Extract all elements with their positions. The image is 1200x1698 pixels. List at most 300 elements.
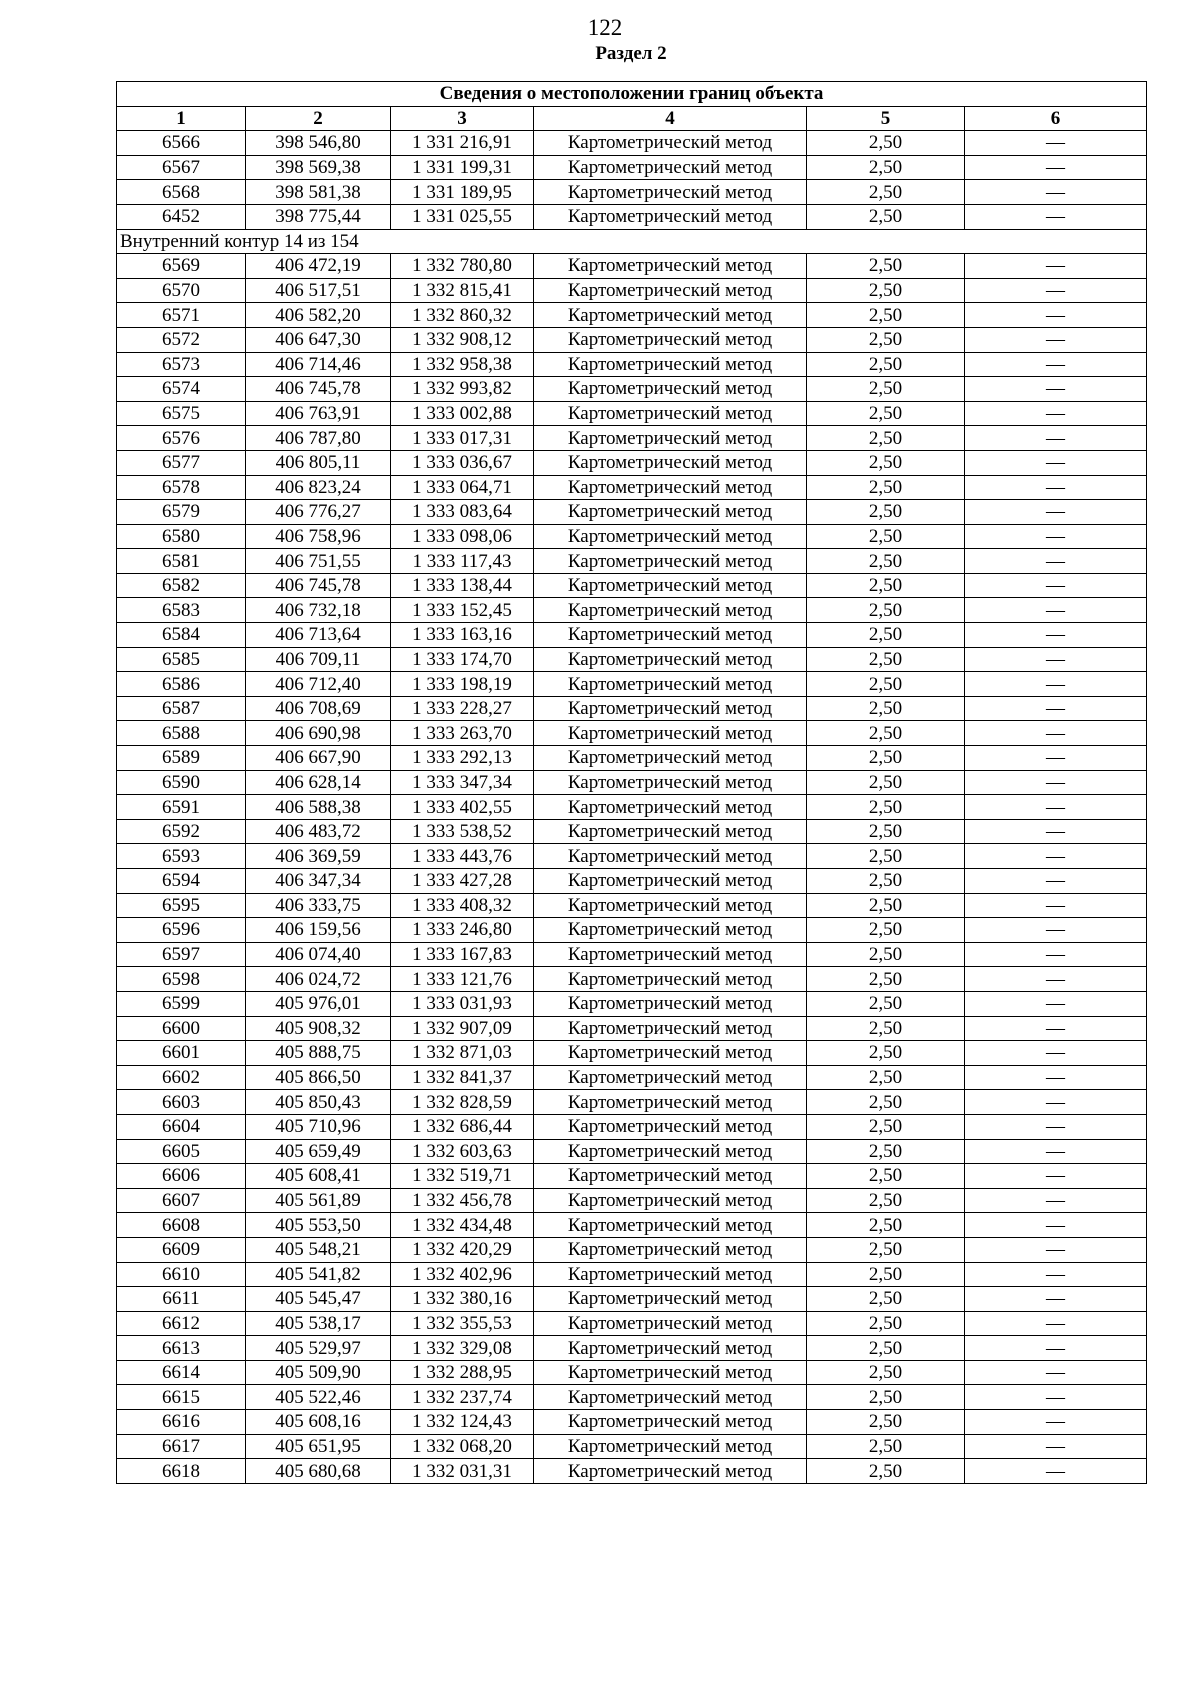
x-coordinate-cell: 406 588,38	[246, 795, 391, 820]
description-cell: —	[965, 254, 1147, 279]
table-row	[117, 1360, 1147, 1385]
method-cell: Картометрический метод	[534, 500, 807, 525]
point-number-cell: 6578	[117, 475, 246, 500]
x-coordinate-cell: 405 680,68	[246, 1459, 391, 1484]
point-number-cell: 6588	[117, 721, 246, 746]
accuracy-cell: 2,50	[807, 1360, 965, 1385]
y-coordinate-cell: 1 332 068,20	[391, 1434, 534, 1459]
description-cell: —	[965, 1065, 1147, 1090]
x-coordinate-cell: 406 712,40	[246, 672, 391, 697]
y-coordinate-cell: 1 333 117,43	[391, 549, 534, 574]
x-coordinate-cell: 405 541,82	[246, 1262, 391, 1287]
accuracy-cell: 2,50	[807, 844, 965, 869]
description-cell: —	[965, 549, 1147, 574]
description-cell: —	[965, 450, 1147, 475]
x-coordinate-cell: 406 074,40	[246, 942, 391, 967]
accuracy-cell: 2,50	[807, 401, 965, 426]
accuracy-cell: 2,50	[807, 819, 965, 844]
y-coordinate-cell: 1 331 189,95	[391, 180, 534, 205]
method-cell: Картометрический метод	[534, 1287, 807, 1312]
accuracy-cell: 2,50	[807, 303, 965, 328]
accuracy-cell: 2,50	[807, 942, 965, 967]
method-cell: Картометрический метод	[534, 942, 807, 967]
x-coordinate-cell: 406 751,55	[246, 549, 391, 574]
accuracy-cell: 2,50	[807, 1114, 965, 1139]
description-cell: —	[965, 967, 1147, 992]
point-number-cell: 6597	[117, 942, 246, 967]
accuracy-cell: 2,50	[807, 377, 965, 402]
point-number-cell: 6587	[117, 696, 246, 721]
accuracy-cell: 2,50	[807, 598, 965, 623]
y-coordinate-cell: 1 333 174,70	[391, 647, 534, 672]
x-coordinate-cell: 398 546,80	[246, 131, 391, 156]
table-row	[117, 1041, 1147, 1066]
column-number-row	[117, 106, 1147, 131]
point-number-cell: 6570	[117, 278, 246, 303]
description-cell: —	[965, 1262, 1147, 1287]
description-cell: —	[965, 180, 1147, 205]
column-number: 2	[246, 106, 391, 131]
description-cell: —	[965, 721, 1147, 746]
x-coordinate-cell: 405 608,41	[246, 1164, 391, 1189]
y-coordinate-cell: 1 333 083,64	[391, 500, 534, 525]
y-coordinate-cell: 1 332 860,32	[391, 303, 534, 328]
x-coordinate-cell: 406 647,30	[246, 327, 391, 352]
description-cell: —	[965, 155, 1147, 180]
y-coordinate-cell: 1 333 031,93	[391, 991, 534, 1016]
method-cell: Картометрический метод	[534, 598, 807, 623]
description-cell: —	[965, 1336, 1147, 1361]
accuracy-cell: 2,50	[807, 721, 965, 746]
y-coordinate-cell: 1 333 167,83	[391, 942, 534, 967]
point-number-cell: 6593	[117, 844, 246, 869]
description-cell: —	[965, 1041, 1147, 1066]
x-coordinate-cell: 405 522,46	[246, 1385, 391, 1410]
accuracy-cell: 2,50	[807, 893, 965, 918]
accuracy-cell: 2,50	[807, 1016, 965, 1041]
accuracy-cell: 2,50	[807, 1287, 965, 1312]
point-number-cell: 6607	[117, 1188, 246, 1213]
table-row	[117, 893, 1147, 918]
method-cell: Картометрический метод	[534, 303, 807, 328]
point-number-cell: 6594	[117, 869, 246, 894]
description-cell: —	[965, 1213, 1147, 1238]
method-cell: Картометрический метод	[534, 155, 807, 180]
description-cell: —	[965, 672, 1147, 697]
x-coordinate-cell: 405 529,97	[246, 1336, 391, 1361]
x-coordinate-cell: 406 823,24	[246, 475, 391, 500]
accuracy-cell: 2,50	[807, 1065, 965, 1090]
method-cell: Картометрический метод	[534, 426, 807, 451]
table-row	[117, 1164, 1147, 1189]
point-number-cell: 6612	[117, 1311, 246, 1336]
accuracy-cell: 2,50	[807, 746, 965, 771]
table-row	[117, 942, 1147, 967]
method-cell: Картометрический метод	[534, 746, 807, 771]
table-row	[117, 844, 1147, 869]
y-coordinate-cell: 1 332 908,12	[391, 327, 534, 352]
column-number: 6	[965, 106, 1147, 131]
method-cell: Картометрический метод	[534, 647, 807, 672]
table-row	[117, 795, 1147, 820]
accuracy-cell: 2,50	[807, 967, 965, 992]
point-number-cell: 6581	[117, 549, 246, 574]
description-cell: —	[965, 770, 1147, 795]
description-cell: —	[965, 1164, 1147, 1189]
accuracy-cell: 2,50	[807, 623, 965, 648]
table-row	[117, 1434, 1147, 1459]
method-cell: Картометрический метод	[534, 450, 807, 475]
method-cell: Картометрический метод	[534, 549, 807, 574]
x-coordinate-cell: 405 538,17	[246, 1311, 391, 1336]
x-coordinate-cell: 406 628,14	[246, 770, 391, 795]
x-coordinate-cell: 405 908,32	[246, 1016, 391, 1041]
point-number-cell: 6609	[117, 1237, 246, 1262]
description-cell: —	[965, 893, 1147, 918]
point-number-cell: 6614	[117, 1360, 246, 1385]
y-coordinate-cell: 1 332 841,37	[391, 1065, 534, 1090]
point-number-cell: 6595	[117, 893, 246, 918]
description-cell: —	[965, 377, 1147, 402]
description-cell: —	[965, 918, 1147, 943]
description-cell: —	[965, 1459, 1147, 1484]
description-cell: —	[965, 746, 1147, 771]
accuracy-cell: 2,50	[807, 549, 965, 574]
table-row	[117, 131, 1147, 156]
point-number-cell: 6575	[117, 401, 246, 426]
y-coordinate-cell: 1 333 002,88	[391, 401, 534, 426]
y-coordinate-cell: 1 333 163,16	[391, 623, 534, 648]
table-row	[117, 746, 1147, 771]
description-cell: —	[965, 1360, 1147, 1385]
description-cell: —	[965, 844, 1147, 869]
y-coordinate-cell: 1 333 538,52	[391, 819, 534, 844]
rows-after-contour	[117, 254, 1147, 1484]
method-cell: Картометрический метод	[534, 623, 807, 648]
point-number-cell: 6606	[117, 1164, 246, 1189]
description-cell: —	[965, 623, 1147, 648]
y-coordinate-cell: 1 332 958,38	[391, 352, 534, 377]
y-coordinate-cell: 1 332 519,71	[391, 1164, 534, 1189]
point-number-cell: 6613	[117, 1336, 246, 1361]
method-cell: Картометрический метод	[534, 795, 807, 820]
method-cell: Картометрический метод	[534, 131, 807, 156]
x-coordinate-cell: 406 745,78	[246, 573, 391, 598]
point-number-cell: 6572	[117, 327, 246, 352]
y-coordinate-cell: 1 332 402,96	[391, 1262, 534, 1287]
accuracy-cell: 2,50	[807, 573, 965, 598]
accuracy-cell: 2,50	[807, 278, 965, 303]
point-number-cell: 6577	[117, 450, 246, 475]
table-row	[117, 819, 1147, 844]
y-coordinate-cell: 1 331 025,55	[391, 204, 534, 229]
method-cell: Картометрический метод	[534, 1114, 807, 1139]
x-coordinate-cell: 406 709,11	[246, 647, 391, 672]
accuracy-cell: 2,50	[807, 1188, 965, 1213]
point-number-cell: 6615	[117, 1385, 246, 1410]
table-row	[117, 1139, 1147, 1164]
table-row	[117, 524, 1147, 549]
point-number-cell: 6603	[117, 1090, 246, 1115]
accuracy-cell: 2,50	[807, 180, 965, 205]
table-row	[117, 352, 1147, 377]
y-coordinate-cell: 1 332 780,80	[391, 254, 534, 279]
description-cell: —	[965, 1237, 1147, 1262]
method-cell: Картометрический метод	[534, 204, 807, 229]
point-number-cell: 6610	[117, 1262, 246, 1287]
accuracy-cell: 2,50	[807, 131, 965, 156]
accuracy-cell: 2,50	[807, 475, 965, 500]
y-coordinate-cell: 1 333 198,19	[391, 672, 534, 697]
table-row	[117, 1311, 1147, 1336]
point-number-cell: 6584	[117, 623, 246, 648]
point-number-cell: 6611	[117, 1287, 246, 1312]
method-cell: Картометрический метод	[534, 1262, 807, 1287]
point-number-cell: 6573	[117, 352, 246, 377]
description-cell: —	[965, 1016, 1147, 1041]
method-cell: Картометрический метод	[534, 1434, 807, 1459]
accuracy-cell: 2,50	[807, 500, 965, 525]
x-coordinate-cell: 406 517,51	[246, 278, 391, 303]
accuracy-cell: 2,50	[807, 1090, 965, 1115]
method-cell: Картометрический метод	[534, 573, 807, 598]
point-number-cell: 6604	[117, 1114, 246, 1139]
table-row	[117, 1090, 1147, 1115]
description-cell: —	[965, 204, 1147, 229]
table-caption: Сведения о местоположении границ объекта	[117, 82, 1147, 107]
description-cell: —	[965, 696, 1147, 721]
y-coordinate-cell: 1 333 408,32	[391, 893, 534, 918]
accuracy-cell: 2,50	[807, 1459, 965, 1484]
column-number: 3	[391, 106, 534, 131]
y-coordinate-cell: 1 332 686,44	[391, 1114, 534, 1139]
description-cell: —	[965, 1311, 1147, 1336]
table-row	[117, 155, 1147, 180]
table-row	[117, 623, 1147, 648]
method-cell: Картометрический метод	[534, 1041, 807, 1066]
x-coordinate-cell: 406 745,78	[246, 377, 391, 402]
x-coordinate-cell: 406 713,64	[246, 623, 391, 648]
method-cell: Картометрический метод	[534, 1188, 807, 1213]
accuracy-cell: 2,50	[807, 1410, 965, 1435]
method-cell: Картометрический метод	[534, 1459, 807, 1484]
y-coordinate-cell: 1 332 329,08	[391, 1336, 534, 1361]
description-cell: —	[965, 942, 1147, 967]
y-coordinate-cell: 1 333 427,28	[391, 869, 534, 894]
x-coordinate-cell: 406 732,18	[246, 598, 391, 623]
table-row	[117, 450, 1147, 475]
point-number-cell: 6567	[117, 155, 246, 180]
description-cell: —	[965, 303, 1147, 328]
x-coordinate-cell: 406 776,27	[246, 500, 391, 525]
method-cell: Картометрический метод	[534, 1410, 807, 1435]
method-cell: Картометрический метод	[534, 844, 807, 869]
table-row	[117, 1114, 1147, 1139]
point-number-cell: 6596	[117, 918, 246, 943]
table-row	[117, 303, 1147, 328]
y-coordinate-cell: 1 333 017,31	[391, 426, 534, 451]
page-number: 122	[587, 15, 623, 40]
table-row	[117, 254, 1147, 279]
y-coordinate-cell: 1 332 420,29	[391, 1237, 534, 1262]
method-cell: Картометрический метод	[534, 869, 807, 894]
method-cell: Картометрический метод	[534, 475, 807, 500]
table-row	[117, 500, 1147, 525]
y-coordinate-cell: 1 333 121,76	[391, 967, 534, 992]
y-coordinate-cell: 1 332 380,16	[391, 1287, 534, 1312]
accuracy-cell: 2,50	[807, 327, 965, 352]
point-number-cell: 6608	[117, 1213, 246, 1238]
description-cell: —	[965, 1434, 1147, 1459]
point-number-cell: 6601	[117, 1041, 246, 1066]
point-number-cell: 6598	[117, 967, 246, 992]
section-title: Раздел 2	[595, 43, 667, 64]
point-number-cell: 6574	[117, 377, 246, 402]
y-coordinate-cell: 1 331 199,31	[391, 155, 534, 180]
accuracy-cell: 2,50	[807, 1164, 965, 1189]
table-row	[117, 475, 1147, 500]
y-coordinate-cell: 1 332 031,31	[391, 1459, 534, 1484]
y-coordinate-cell: 1 333 228,27	[391, 696, 534, 721]
x-coordinate-cell: 406 347,34	[246, 869, 391, 894]
point-number-cell: 6579	[117, 500, 246, 525]
method-cell: Картометрический метод	[534, 1311, 807, 1336]
accuracy-cell: 2,50	[807, 1385, 965, 1410]
method-cell: Картометрический метод	[534, 991, 807, 1016]
x-coordinate-cell: 406 708,69	[246, 696, 391, 721]
y-coordinate-cell: 1 333 263,70	[391, 721, 534, 746]
table-row	[117, 1262, 1147, 1287]
accuracy-cell: 2,50	[807, 770, 965, 795]
table-row	[117, 1213, 1147, 1238]
description-cell: —	[965, 278, 1147, 303]
accuracy-cell: 2,50	[807, 204, 965, 229]
method-cell: Картометрический метод	[534, 278, 807, 303]
x-coordinate-cell: 398 569,38	[246, 155, 391, 180]
accuracy-cell: 2,50	[807, 1139, 965, 1164]
point-number-cell: 6566	[117, 131, 246, 156]
x-coordinate-cell: 405 548,21	[246, 1237, 391, 1262]
accuracy-cell: 2,50	[807, 1434, 965, 1459]
table-row	[117, 967, 1147, 992]
y-coordinate-cell: 1 333 152,45	[391, 598, 534, 623]
point-number-cell: 6618	[117, 1459, 246, 1484]
column-number: 4	[534, 106, 807, 131]
x-coordinate-cell: 405 976,01	[246, 991, 391, 1016]
point-number-cell: 6585	[117, 647, 246, 672]
description-cell: —	[965, 1090, 1147, 1115]
method-cell: Картометрический метод	[534, 1385, 807, 1410]
y-coordinate-cell: 1 332 288,95	[391, 1360, 534, 1385]
accuracy-cell: 2,50	[807, 696, 965, 721]
table-row	[117, 426, 1147, 451]
x-coordinate-cell: 405 553,50	[246, 1213, 391, 1238]
accuracy-cell: 2,50	[807, 991, 965, 1016]
point-number-cell: 6600	[117, 1016, 246, 1041]
table-row	[117, 204, 1147, 229]
description-cell: —	[965, 475, 1147, 500]
description-cell: —	[965, 327, 1147, 352]
y-coordinate-cell: 1 333 064,71	[391, 475, 534, 500]
table-row	[117, 1287, 1147, 1312]
accuracy-cell: 2,50	[807, 1237, 965, 1262]
method-cell: Картометрический метод	[534, 1360, 807, 1385]
y-coordinate-cell: 1 332 993,82	[391, 377, 534, 402]
table-row	[117, 991, 1147, 1016]
y-coordinate-cell: 1 333 138,44	[391, 573, 534, 598]
y-coordinate-cell: 1 333 292,13	[391, 746, 534, 771]
description-cell: —	[965, 573, 1147, 598]
y-coordinate-cell: 1 333 098,06	[391, 524, 534, 549]
table-row	[117, 377, 1147, 402]
description-cell: —	[965, 131, 1147, 156]
y-coordinate-cell: 1 331 216,91	[391, 131, 534, 156]
table-row	[117, 1065, 1147, 1090]
x-coordinate-cell: 398 775,44	[246, 204, 391, 229]
method-cell: Картометрический метод	[534, 1336, 807, 1361]
accuracy-cell: 2,50	[807, 155, 965, 180]
y-coordinate-cell: 1 332 237,74	[391, 1385, 534, 1410]
accuracy-cell: 2,50	[807, 869, 965, 894]
method-cell: Картометрический метод	[534, 401, 807, 426]
point-number-cell: 6589	[117, 746, 246, 771]
method-cell: Картометрический метод	[534, 893, 807, 918]
x-coordinate-cell: 406 333,75	[246, 893, 391, 918]
y-coordinate-cell: 1 332 355,53	[391, 1311, 534, 1336]
table-row	[117, 721, 1147, 746]
accuracy-cell: 2,50	[807, 426, 965, 451]
y-coordinate-cell: 1 333 402,55	[391, 795, 534, 820]
point-number-cell: 6571	[117, 303, 246, 328]
table-row	[117, 549, 1147, 574]
y-coordinate-cell: 1 332 828,59	[391, 1090, 534, 1115]
y-coordinate-cell: 1 332 434,48	[391, 1213, 534, 1238]
point-number-cell: 6583	[117, 598, 246, 623]
table-row	[117, 869, 1147, 894]
x-coordinate-cell: 405 561,89	[246, 1188, 391, 1213]
y-coordinate-cell: 1 333 246,80	[391, 918, 534, 943]
x-coordinate-cell: 405 710,96	[246, 1114, 391, 1139]
accuracy-cell: 2,50	[807, 795, 965, 820]
table-row	[117, 278, 1147, 303]
method-cell: Картометрический метод	[534, 819, 807, 844]
x-coordinate-cell: 405 888,75	[246, 1041, 391, 1066]
y-coordinate-cell: 1 332 124,43	[391, 1410, 534, 1435]
table-row	[117, 598, 1147, 623]
description-cell: —	[965, 426, 1147, 451]
description-cell: —	[965, 1287, 1147, 1312]
accuracy-cell: 2,50	[807, 352, 965, 377]
method-cell: Картометрический метод	[534, 967, 807, 992]
contour-row	[117, 229, 1147, 254]
point-number-cell: 6591	[117, 795, 246, 820]
method-cell: Картометрический метод	[534, 1213, 807, 1238]
description-cell: —	[965, 1139, 1147, 1164]
boundary-coordinates-table	[116, 81, 1147, 1484]
x-coordinate-cell: 405 509,90	[246, 1360, 391, 1385]
point-number-cell: 6617	[117, 1434, 246, 1459]
accuracy-cell: 2,50	[807, 450, 965, 475]
point-number-cell: 6582	[117, 573, 246, 598]
x-coordinate-cell: 405 850,43	[246, 1090, 391, 1115]
point-number-cell: 6576	[117, 426, 246, 451]
x-coordinate-cell: 405 659,49	[246, 1139, 391, 1164]
table-row	[117, 1016, 1147, 1041]
x-coordinate-cell: 406 582,20	[246, 303, 391, 328]
point-number-cell: 6569	[117, 254, 246, 279]
x-coordinate-cell: 406 805,11	[246, 450, 391, 475]
x-coordinate-cell: 406 159,56	[246, 918, 391, 943]
